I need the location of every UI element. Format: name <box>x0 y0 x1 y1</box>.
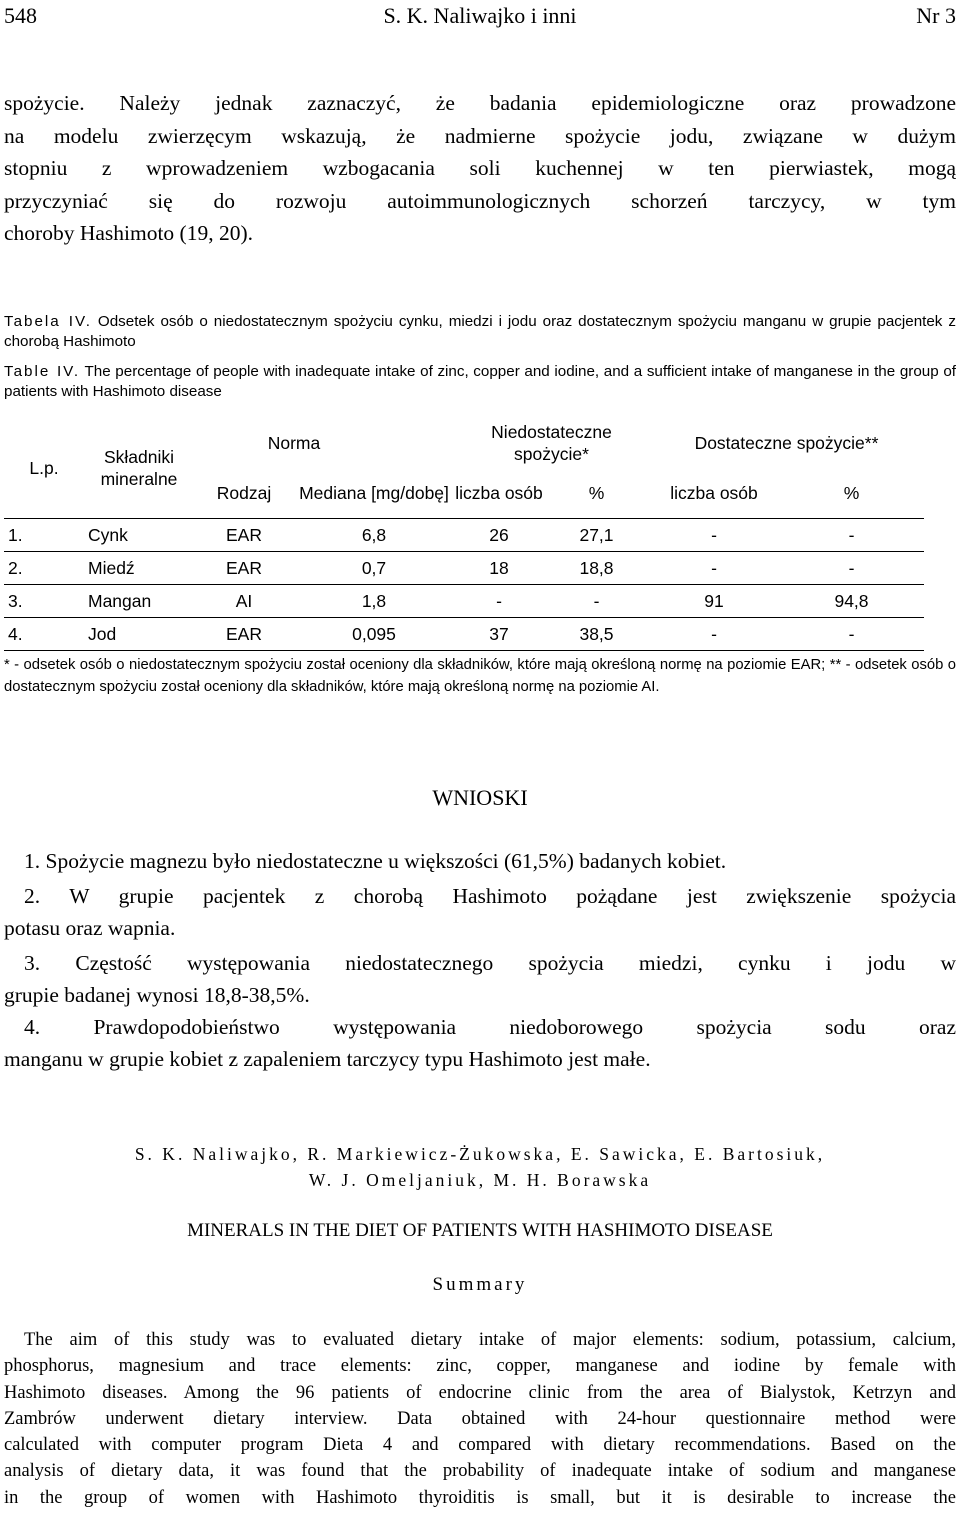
cell-pct-1: 27,1 <box>544 519 649 552</box>
cell-skladnik: Miedź <box>84 552 194 585</box>
cell-liczba-1: - <box>454 585 544 618</box>
conclusion-line: grupie badanej wynosi 18,8-38,5%. <box>4 983 310 1007</box>
intro-paragraph <box>4 87 956 250</box>
cell-lp: 4. <box>4 618 84 651</box>
abstract <box>4 1327 956 1511</box>
conclusion-item <box>4 1011 956 1075</box>
cell-pct-1: 18,8 <box>544 552 649 585</box>
table-caption-en <box>4 362 956 402</box>
text-line: przyczyniać się do rozwoju autoimmunologicznych schorzeń tarczycy, w tym <box>4 188 956 213</box>
caption-label: Tabela IV. <box>4 313 92 330</box>
abstract-line: in the group of women with Hashimoto thyroiditis is small, but it is desirable to increase the <box>4 1487 956 1508</box>
header-liczba-osob: liczba osób <box>455 483 543 503</box>
table-row <box>4 585 924 618</box>
cell-liczba-2: - <box>649 552 779 585</box>
conclusion-line: 4. Prawdopodobieństwo występowania niedoborowego spożycia sodu oraz <box>24 1015 956 1039</box>
cell-skladnik: Cynk <box>84 519 194 552</box>
table-row <box>4 552 924 585</box>
caption-text: Odsetek osób o niedostatecznym spożyciu cynku, miedzi i jodu oraz dostatecznym spożyciu manganu w grupie pacjentek z chorobą Hashimoto <box>4 313 956 350</box>
authors <box>0 1141 960 1193</box>
header-percent: % <box>588 483 605 503</box>
cell-pct-2: - <box>779 618 924 651</box>
header-liczba-osob: liczba osób <box>670 483 758 503</box>
cell-rodzaj: EAR <box>194 618 294 651</box>
header-lp: L.p. <box>29 458 59 478</box>
header-norma: Norma <box>267 433 321 453</box>
cell-mediana: 0,7 <box>294 552 454 585</box>
abstract-line: The aim of this study was to evaluated dietary intake of major elements: sodium, potassium, calcium, <box>24 1330 956 1350</box>
data-table <box>4 418 924 651</box>
cell-mediana: 1,8 <box>294 585 454 618</box>
conclusion-line: 1. Spożycie magnezu było niedostateczne u większości (61,5%) badanych kobiet. <box>24 849 727 873</box>
abstract-line: calculated with computer program Dieta 4 and compared with dietary recommendations. Based on the <box>4 1435 956 1456</box>
header-skladniki: Składniki mineralne <box>100 447 178 489</box>
cell-lp: 3. <box>4 585 84 618</box>
conclusion-line: 3. Częstość występowania niedostatecznego spożycia miedzi, cynku i jodu w <box>24 951 956 975</box>
section-title-wnioski: WNIOSKI <box>432 785 528 810</box>
header-percent: % <box>843 483 860 503</box>
conclusion-line: 2. W grupie pacjentek z chorobą Hashimoto pożądane jest zwiększenie spożycia <box>24 884 956 908</box>
abstract-line: Hashimoto diseases. Among the 96 patients of endocrine clinic from the area of Bialystok, Ketrzyn and <box>4 1382 956 1403</box>
cell-pct-2: - <box>779 552 924 585</box>
caption-text: The percentage of people with inadequate intake of zinc, copper and iodine, and a sufficient intake of manganese in the group of patients with Hashimoto disease <box>4 363 956 400</box>
cell-mediana: 0,095 <box>294 618 454 651</box>
abstract-line: phosphorus, magnesium and trace elements: zinc, copper, manganese and iodine by female with <box>4 1356 956 1377</box>
cell-liczba-2: - <box>649 519 779 552</box>
conclusion-item <box>4 845 956 877</box>
text-line: na modelu zwierzęcym wskazują, że nadmierne spożycie jodu, związane w dużym <box>4 123 956 148</box>
cell-lp: 2. <box>4 552 84 585</box>
conclusion-item <box>4 947 956 1011</box>
cell-pct-1: - <box>544 585 649 618</box>
abstract-line: Zambrów underwent dietary interview. Data obtained with 24-hour questionnaire method were <box>4 1408 956 1429</box>
english-title: MINERALS IN THE DIET OF PATIENTS WITH HASHIMOTO DISEASE <box>187 1220 773 1241</box>
table-row <box>4 618 924 651</box>
conclusion-line: manganu w grupie kobiet z zapaleniem tarczycy typu Hashimoto jest małe. <box>4 1047 651 1071</box>
text-line: spożycie. Należy jednak zaznaczyć, że badania epidemiologiczne oraz prowadzone <box>4 91 956 115</box>
abstract-line: analysis of dietary data, it was found that the probability of inadequate intake of sodium and manganese <box>4 1461 956 1482</box>
text-line: stopniu z wprowadzeniem wzbogacania soli kuchennej w ten pierwiastek, mogą <box>4 156 956 180</box>
cell-pct-2: 94,8 <box>779 585 924 618</box>
header-niedostateczne: Niedostateczne spożycie* <box>491 422 612 464</box>
cell-mediana: 6,8 <box>294 519 454 552</box>
cell-rodzaj: EAR <box>194 552 294 585</box>
cell-skladnik: Mangan <box>84 585 194 618</box>
cell-liczba-1: 37 <box>454 618 544 651</box>
table-row <box>4 519 924 552</box>
cell-rodzaj: AI <box>194 585 294 618</box>
summary-heading: Summary <box>432 1274 528 1295</box>
cell-pct-1: 38,5 <box>544 618 649 651</box>
cell-lp: 1. <box>4 519 84 552</box>
running-title: S. K. Naliwajko i inni <box>383 3 577 28</box>
conclusion-item <box>4 880 956 944</box>
header-dostateczne: Dostateczne spożycie** <box>694 433 879 453</box>
cell-liczba-1: 26 <box>454 519 544 552</box>
issue-number: Nr 3 <box>916 3 956 28</box>
header-mediana: Mediana [mg/dobę] <box>299 483 449 503</box>
authors-line: S. K. Naliwajko, R. Markiewicz-Żukowska, E. Sawicka, E. Bartosiuk, <box>134 1144 826 1164</box>
cell-liczba-2: - <box>649 618 779 651</box>
cell-liczba-2: 91 <box>649 585 779 618</box>
table-footnote: * - odsetek osób o niedostatecznym spożyciu został oceniony dla składników, które mają określoną normę na poziomie EAR; ** - odsetek osób o dostatecznym spożyciu został oceniony dla składników, które mają określoną normę na poziomie AI. <box>4 657 956 695</box>
authors-line: W. J. Omeljaniuk, M. H. Borawska <box>308 1170 652 1190</box>
page-number: 548 <box>4 3 37 28</box>
text-line: choroby Hashimoto (19, 20). <box>4 221 254 245</box>
cell-pct-2: - <box>779 519 924 552</box>
cell-rodzaj: EAR <box>194 519 294 552</box>
cell-skladnik: Jod <box>84 618 194 651</box>
caption-label: Table IV. <box>4 363 81 380</box>
table-caption-pl <box>4 312 956 352</box>
cell-liczba-1: 18 <box>454 552 544 585</box>
header-rodzaj: Rodzaj <box>216 483 272 503</box>
conclusion-line: potasu oraz wapnia. <box>4 916 176 940</box>
